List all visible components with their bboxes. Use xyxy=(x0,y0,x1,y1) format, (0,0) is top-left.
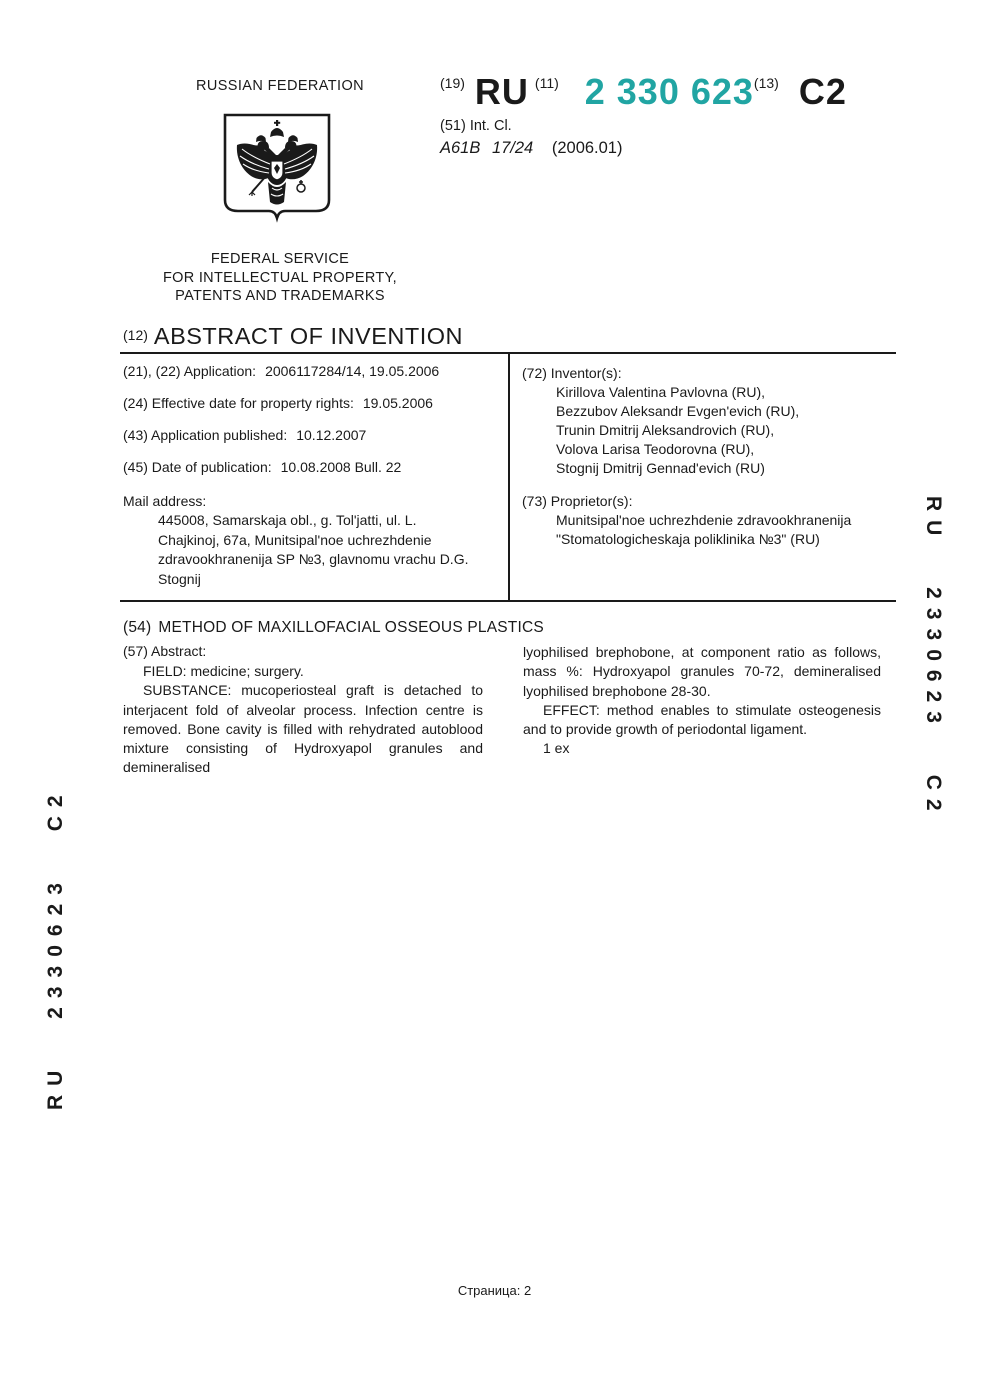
biblio-left-column xyxy=(123,364,497,589)
country-label: RUSSIAN FEDERATION xyxy=(195,78,365,94)
proprietors-list xyxy=(522,511,896,549)
inventor-item: Bezzubov Aleksandr Evgen'evich (RU), xyxy=(556,403,800,419)
ind-code-19: (19) xyxy=(440,75,465,91)
invention-title-row xyxy=(123,619,544,637)
mail-address-line: zdravookhranenija SP №3, glavnomu vrachu D.G. xyxy=(158,551,469,567)
mail-address-label: Mail address: xyxy=(123,493,207,509)
field-effective-date xyxy=(123,396,497,411)
divider-bottom xyxy=(120,600,896,602)
biblio-right-column xyxy=(522,364,896,549)
abstract-field-paragraph: FIELD: medicine; surgery. xyxy=(143,663,304,679)
proprietors-label: (73) Proprietor(s): xyxy=(522,493,633,509)
inventors-label: (72) Inventor(s): xyxy=(522,365,622,381)
kind-code: C2 xyxy=(798,71,847,112)
field-published-value: 10.12.2007 xyxy=(296,427,367,443)
field-published xyxy=(123,428,497,443)
inventor-item: Stognij Dmitrij Gennad'evich (RU) xyxy=(556,460,765,476)
field-publication-date-label: (45) Date of publication: xyxy=(123,459,272,475)
abstract-column-right xyxy=(523,643,881,759)
mail-address-line: 445008, Samarskaja obl., g. Tol'jatti, ul. L. xyxy=(158,512,417,528)
field-publication-date-value: 10.08.2008 Bull. 22 xyxy=(280,459,402,475)
abstract-examples-line: 1 ex xyxy=(543,740,570,757)
field-published-label: (43) Application published: xyxy=(123,427,288,443)
mail-address-line: Stognij xyxy=(158,570,201,587)
ind-code-13: (13) xyxy=(753,75,779,91)
field-effective-date-label: (24) Effective date for property rights: xyxy=(123,395,354,411)
abstract-label: (57) Abstract: xyxy=(123,643,207,659)
field-publication-date xyxy=(123,460,497,475)
coat-of-arms-icon xyxy=(222,112,332,234)
ind-code-11: (11) xyxy=(534,75,559,91)
abstract-substance-paragraph: SUBSTANCE: mucoperiosteal graft is detached to interjacent fold of alveolar process. Infection centre is removed. Bone cavity is filled with rehydrated autoblood mixture consisting of Hydroxyapol granules and demineralised xyxy=(123,682,483,776)
inventor-item: Trunin Dmitrij Aleksandrovich (RU), xyxy=(556,422,775,438)
mail-address-line: Chajkinoj, 67a, Munitsipal'noe uchrezhdenie xyxy=(158,531,432,548)
inventor-item: Volova Larisa Teodorovna (RU), xyxy=(556,441,755,457)
authority-name xyxy=(95,250,465,306)
authority-line-2: FOR INTELLECTUAL PROPERTY, xyxy=(163,269,397,286)
int-cl-value: A61B 17/24 xyxy=(440,139,534,157)
section-12-heading xyxy=(123,323,463,350)
int-cl-label: (51) Int. Cl. xyxy=(440,118,512,134)
inventors-list xyxy=(522,383,896,478)
country-code: RU xyxy=(474,71,529,112)
field-application xyxy=(123,364,497,379)
divider-vertical xyxy=(508,353,510,600)
authority-line-3: PATENTS AND TRADEMARKS xyxy=(175,288,385,304)
ind-code-12: (12) xyxy=(123,327,148,343)
abstract-of-invention-title: ABSTRACT OF INVENTION xyxy=(153,323,463,349)
field-application-label: (21), (22) Application: xyxy=(123,363,257,379)
abstract-column-left xyxy=(123,662,483,778)
mail-address-value xyxy=(123,511,497,589)
int-cl-line xyxy=(440,139,622,158)
abstract-continuation-paragraph: lyophilised brephobone, at component ratio as follows, mass %: Hydroxyapol granules 70-72, demineralised lyophilised brephobone 28-30. xyxy=(523,644,881,699)
invention-title: METHOD OF MAXILLOFACIAL OSSEOUS PLASTICS xyxy=(158,619,544,636)
side-publication-id-left: RU 2330623 C2 xyxy=(44,786,67,1110)
abstract-effect-paragraph: EFFECT: method enables to stimulate osteogenesis and to provide growth of periodontal ligament. xyxy=(523,701,881,738)
int-cl-version: (2006.01) xyxy=(551,139,623,157)
authority-line-1: FEDERAL SERVICE xyxy=(210,251,350,267)
page-number: Страница: 2 xyxy=(457,1283,532,1298)
side-publication-id-right: RU 2330623 C2 xyxy=(922,496,945,820)
publication-line xyxy=(440,72,847,112)
ind-code-54: (54) xyxy=(123,619,152,636)
proprietor-line: Munitsipal'noe uchrezhdenie zdravookhranenija xyxy=(556,512,852,528)
inventor-item: Kirillova Valentina Pavlovna (RU), xyxy=(556,384,766,400)
field-application-value: 2006117284/14, 19.05.2006 xyxy=(265,363,440,379)
proprietor-line: "Stomatologicheskaja poliklinika №3" (RU) xyxy=(556,531,820,547)
publication-number: 2 330 623 xyxy=(584,71,754,112)
field-effective-date-value: 19.05.2006 xyxy=(362,395,433,411)
